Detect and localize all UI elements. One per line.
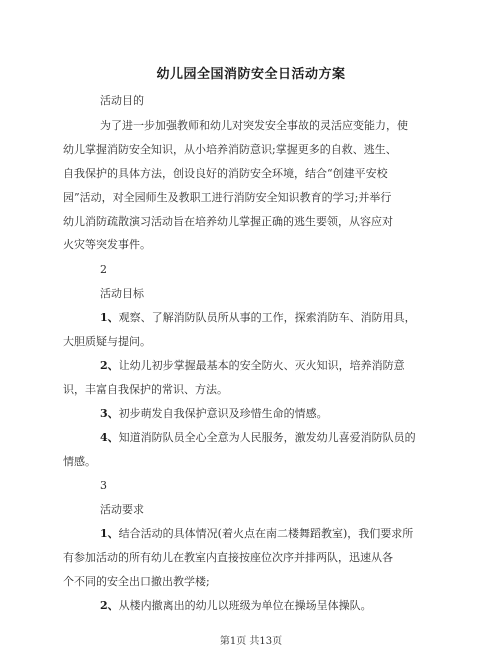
- section-number: 3: [100, 479, 107, 492]
- item-text: 观察、了解消防队员所从事的工作，探索消防车、消防用具，: [118, 311, 416, 324]
- item-number: 2、: [100, 359, 119, 372]
- item-number: 4、: [100, 431, 119, 444]
- item-text: 知道消防队员全心全意为人民服务，激发幼儿喜爱消防队员的: [118, 431, 416, 444]
- item-number: 1、: [100, 311, 119, 324]
- req-item-1: [100, 526, 413, 542]
- req-item-1-cont: 个不同的安全出口撤出教学楼;: [63, 575, 210, 588]
- page-footer: 第1页 共13页: [219, 636, 283, 647]
- paragraph-line: 幼儿消防疏散演习活动旨在培养幼儿掌握正确的逃生要领，从容应对: [63, 215, 393, 228]
- paragraph-line: 自我保护的具体方法，创设良好的消防安全环境，结合“创建平安校: [63, 167, 388, 180]
- page-title: 幼儿园全国消防安全日活动方案: [156, 67, 346, 82]
- goal-item-4-cont: 情感。: [63, 455, 96, 468]
- goal-item-2: [100, 358, 405, 374]
- item-text: 初步萌发自我保护意识及珍惜生命的情感。: [118, 407, 328, 420]
- section-heading-goals: 活动目标: [100, 287, 144, 300]
- req-item-1-cont: 有参加活动的所有幼儿在教室内直接按座位次序并排两队，迅速从各: [63, 551, 393, 564]
- paragraph-line: 火灾等突发事件。: [63, 238, 151, 251]
- goal-item-2-cont: 识，丰富自我保护的常识、方法。: [63, 383, 228, 396]
- goal-item-3: [100, 406, 328, 422]
- item-text: 从楼内撤离出的幼儿以班级为单位在操场呈体操队。: [118, 599, 372, 612]
- section-number: 2: [100, 263, 107, 276]
- item-text: 让幼儿初步掌握最基本的安全防火、灭火知识，培养消防意: [118, 359, 405, 372]
- item-text: 结合活动的具体情况(着火点在南二楼舞蹈教室)，我们要求所: [118, 527, 414, 540]
- paragraph-line: 幼儿掌握消防安全知识，从小培养消防意识;掌握更多的自救、逃生、: [63, 143, 397, 156]
- req-item-2: [100, 598, 372, 614]
- section-heading-requirements: 活动要求: [100, 503, 144, 516]
- paragraph-line: 为了进一步加强教师和幼儿对突发安全事故的灵活应变能力，使: [100, 119, 408, 132]
- item-number: 1、: [100, 527, 119, 540]
- item-number: 3、: [100, 407, 119, 420]
- section-heading-purpose: 活动目的: [100, 94, 144, 107]
- paragraph-line: 园”活动，对全园师生及教职工进行消防安全知识教育的学习;并举行: [63, 191, 392, 204]
- goal-item-4: [100, 430, 416, 446]
- goal-item-1: [100, 310, 416, 326]
- item-number: 2、: [100, 599, 119, 612]
- goal-item-1-cont: 大胆质疑与提问。: [63, 335, 151, 348]
